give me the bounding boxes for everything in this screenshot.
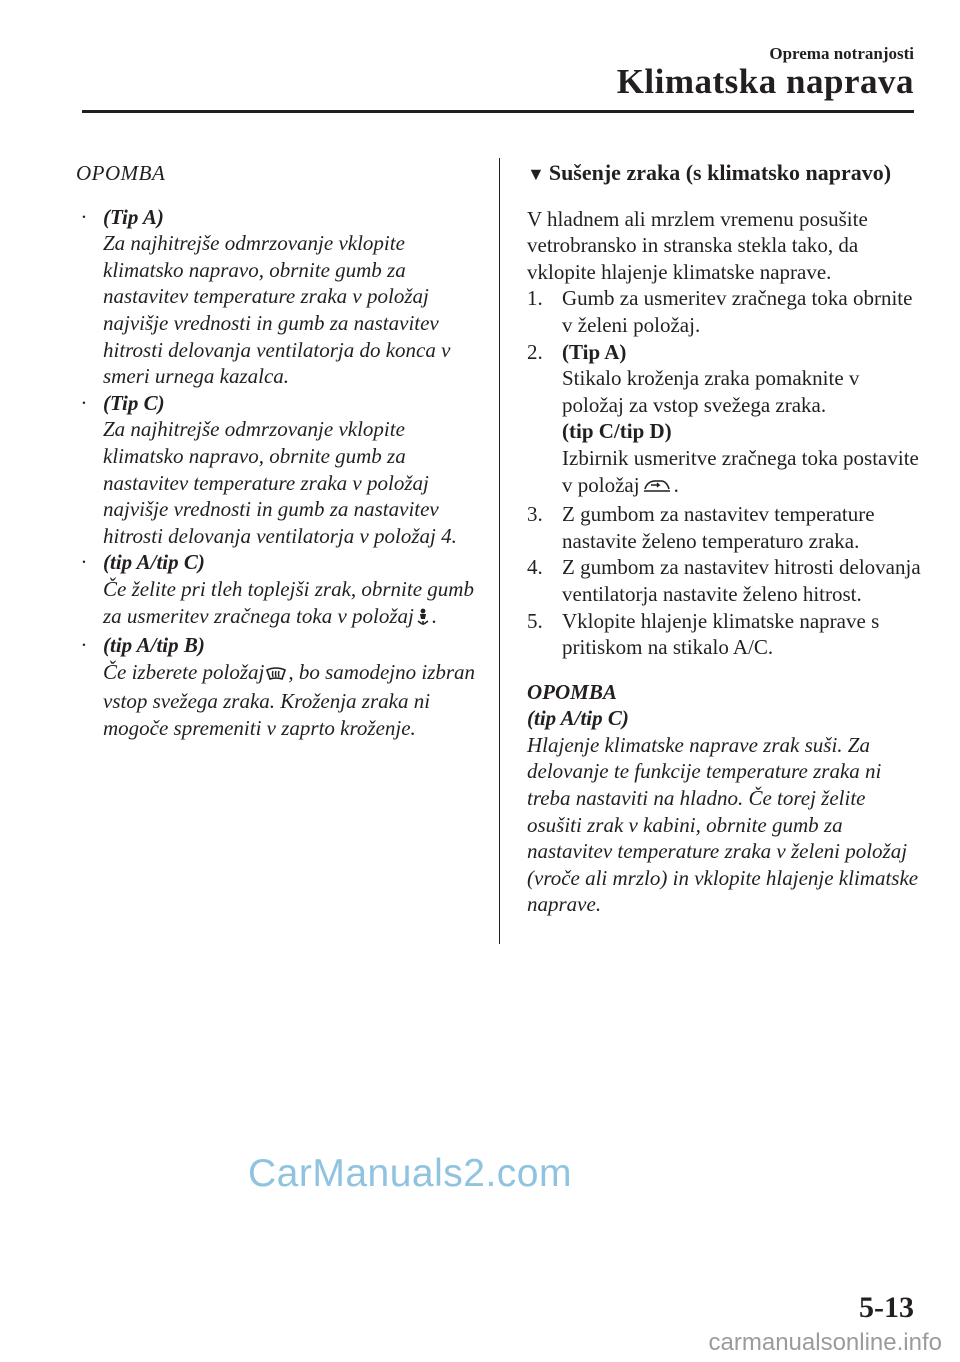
fresh-air-icon [642, 475, 672, 502]
bullet-text-part: , bo samodejno izbran vstop svežega zraka. Kroženja zraka ni mogoče spremeniti v zaprto kroženje. [103, 659, 476, 740]
step-2 [527, 339, 922, 502]
footer-watermark: carmanualsonline.info [708, 1329, 942, 1356]
note-label: (tip A/tip C) [527, 706, 629, 731]
section-heading [527, 160, 922, 188]
section-heading-text: Sušenje zraka (s klimatsko napravo) [548, 160, 892, 185]
note-bullet-2 [76, 390, 478, 550]
step-number: 5. [527, 608, 543, 633]
note-bullet-1 [76, 204, 478, 390]
left-column [76, 160, 478, 741]
bullet-text: Za najhitrejše odmrzovanje vklopite klimatsko napravo, obrnite gumb za nastavitev temperature zraka v položaj najvišje vrednosti in gumb za nastavitev hitrosti delovanja ventilatorja do konca v smeri urnega kazalca. [103, 231, 451, 389]
floor-airflow-icon [416, 606, 430, 633]
intro-paragraph: V hladnem ali mrzlem vremenu posušite vetrobransko in stranska stekla tako, da vklopite hlajenje klimatske naprave. [527, 206, 868, 284]
bullet-label: (Tip A) [103, 204, 164, 229]
step-3 [527, 501, 922, 554]
header-rule [82, 110, 914, 113]
step-number: 2. [527, 339, 543, 364]
note-bullet-4 [76, 632, 478, 741]
note-bullet-3 [76, 549, 478, 632]
bullet-label: (tip A/tip C) [103, 550, 205, 575]
note-block [527, 679, 922, 918]
step-text: Z gumbom za nastavitev hitrosti delovanja ventilatorja nastavite želeno hitrost. [562, 555, 921, 606]
step-number: 4. [527, 555, 543, 580]
note-title: OPOMBA [76, 161, 166, 185]
watermark: CarManuals2.com [248, 1152, 572, 1195]
bullet-text-part: Če želite pri tleh toplejši zrak, obrnite gumb za usmeritev zračnega toka v položaj [103, 576, 474, 628]
bullet-dot: · [81, 550, 87, 575]
step-text: Stikalo kroženja zraka pomaknite v položaj za vstop svežega zraka. [562, 366, 860, 417]
step-number: 3. [527, 502, 543, 527]
bullet-dot: · [81, 390, 87, 415]
triangle-marker-icon: ▼ [527, 164, 545, 184]
step-label: (Tip A) [562, 339, 627, 364]
page-title: Klimatska naprava [616, 62, 914, 101]
step-1 [527, 285, 922, 338]
step-5 [527, 608, 922, 661]
step-text-end: . [673, 472, 679, 497]
column-divider [499, 158, 500, 944]
bullet-text-part: Če izberete položaj [103, 659, 265, 684]
defrost-icon [266, 662, 286, 689]
bullet-text: Za najhitrejše odmrzovanje vklopite klimatsko napravo, obrnite gumb za nastavitev temperature zraka v položaj najvišje vrednosti in gumb za nastavitev hitrosti delovanja ventilatorja v položaj 4. [103, 417, 457, 548]
right-column [527, 160, 922, 918]
bullet-text-end: . [431, 603, 438, 628]
bullet-text [103, 576, 478, 632]
step-text: Vklopite hlajenje klimatske naprave s pritiskom na stikalo A/C. [562, 608, 880, 660]
page-number: 5-13 [859, 1291, 914, 1324]
bullet-label: (tip A/tip B) [103, 633, 205, 658]
step-4 [527, 554, 922, 607]
note-title: OPOMBA [527, 679, 617, 704]
bullet-dot: · [81, 633, 87, 658]
step-text: Z gumbom za nastavitev temperature nastavite želeno temperaturo zraka. [562, 502, 875, 553]
note-text: Hlajenje klimatske naprave zrak suši. Za delovanje te funkcije temperature zraka ni treba nastaviti na hladno. Če torej želite osušiti zrak v kabini, obrnite gumb za nastavitev temperature zraka v želeni položaj (vroče ali mrzlo) in vklopite hlajenje klimatske naprave. [527, 732, 919, 917]
step-text [562, 445, 922, 501]
step-text-part: Izbirnik usmeritve zračnega toka postavite v položaj [562, 445, 919, 497]
step-label: (tip C/tip D) [562, 419, 672, 444]
section-label: Oprema notranjosti [769, 44, 914, 63]
bullet-text [103, 659, 478, 742]
step-text: Gumb za usmeritev zračnega toka obrnite v želeni položaj. [562, 286, 913, 337]
step-number: 1. [527, 286, 543, 311]
bullet-dot: · [81, 204, 87, 229]
bullet-label: (Tip C) [103, 390, 165, 415]
